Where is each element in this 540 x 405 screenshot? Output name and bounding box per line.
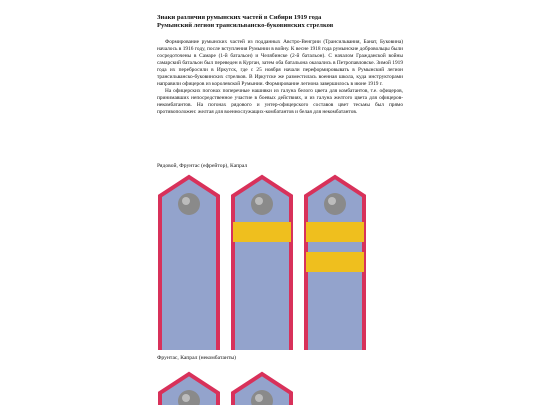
button-highlight bbox=[255, 394, 263, 402]
caption-combatants: Рядовой, Фрунтас (ефрейтор), Капрал bbox=[157, 163, 248, 169]
shoulder-strap-noncombatant-caporal bbox=[230, 371, 294, 405]
button-highlight bbox=[182, 394, 190, 402]
yellow-stripe bbox=[306, 252, 364, 272]
document-title bbox=[157, 14, 417, 29]
button-icon bbox=[251, 193, 273, 215]
button-highlight bbox=[182, 197, 190, 205]
shoulder-strap-fruntas bbox=[230, 174, 294, 350]
yellow-stripe bbox=[306, 222, 364, 242]
title-line-2: Румынский легион трансильванско-буковинских стрелков bbox=[157, 21, 334, 29]
button-icon bbox=[324, 193, 346, 215]
shoulder-strap-caporal bbox=[303, 174, 367, 350]
button-icon bbox=[178, 193, 200, 215]
paragraph-1: Формирование румынских частей из подданных Австро-Венгрии (Трансильвания, Банат, Буковина) началось в 1916 году, после вступления Румынии в войну. К весне 1918 года румынские добровольцы были сосредоточены в Самаре (1-й батальон) и Челябинске (2-й батальон). С началом Гражданской войны самарский батальон был переведен в Курган, затем оба батальона оказались в Петропавловске. Зимой 1919 года их перебросили в Иркутск, где с 25 ноября начали переформировывать в Румынский легион трансильванско-буковинских стрелков. В Иркутске же разместилась военная школа, куда инструкторами направили офицеров из королевской Румынии. Формирование легиона завершилось в июне 1919 г. bbox=[157, 39, 403, 88]
title-line-1: Знаки различия румынских частей в Сибири 1919 года bbox=[157, 14, 322, 21]
shoulder-strap-private bbox=[157, 174, 221, 350]
shoulder-strap-noncombatant-fruntas bbox=[157, 371, 221, 405]
caption-noncombatants: Фрунтаc, Капрал (некомбатанты) bbox=[157, 355, 237, 361]
button-highlight bbox=[328, 197, 336, 205]
body-text bbox=[157, 39, 403, 117]
yellow-stripe bbox=[233, 222, 291, 242]
button-highlight bbox=[255, 197, 263, 205]
paragraph-2: На офицерских погонах поперечные нашивки из галуна белого цвета для комбатантов, т.е. офицеров, принимавших непосредственное участие в боевых действиях, и из галуна желтого цвета для офицеров-некомбатантов. На погонах рядового и унтер-офицерского составов цвет тесьмы был прямо противоположен: желтая для военнослужащих-комбатантов и белая для некомбатантов. bbox=[157, 88, 403, 116]
